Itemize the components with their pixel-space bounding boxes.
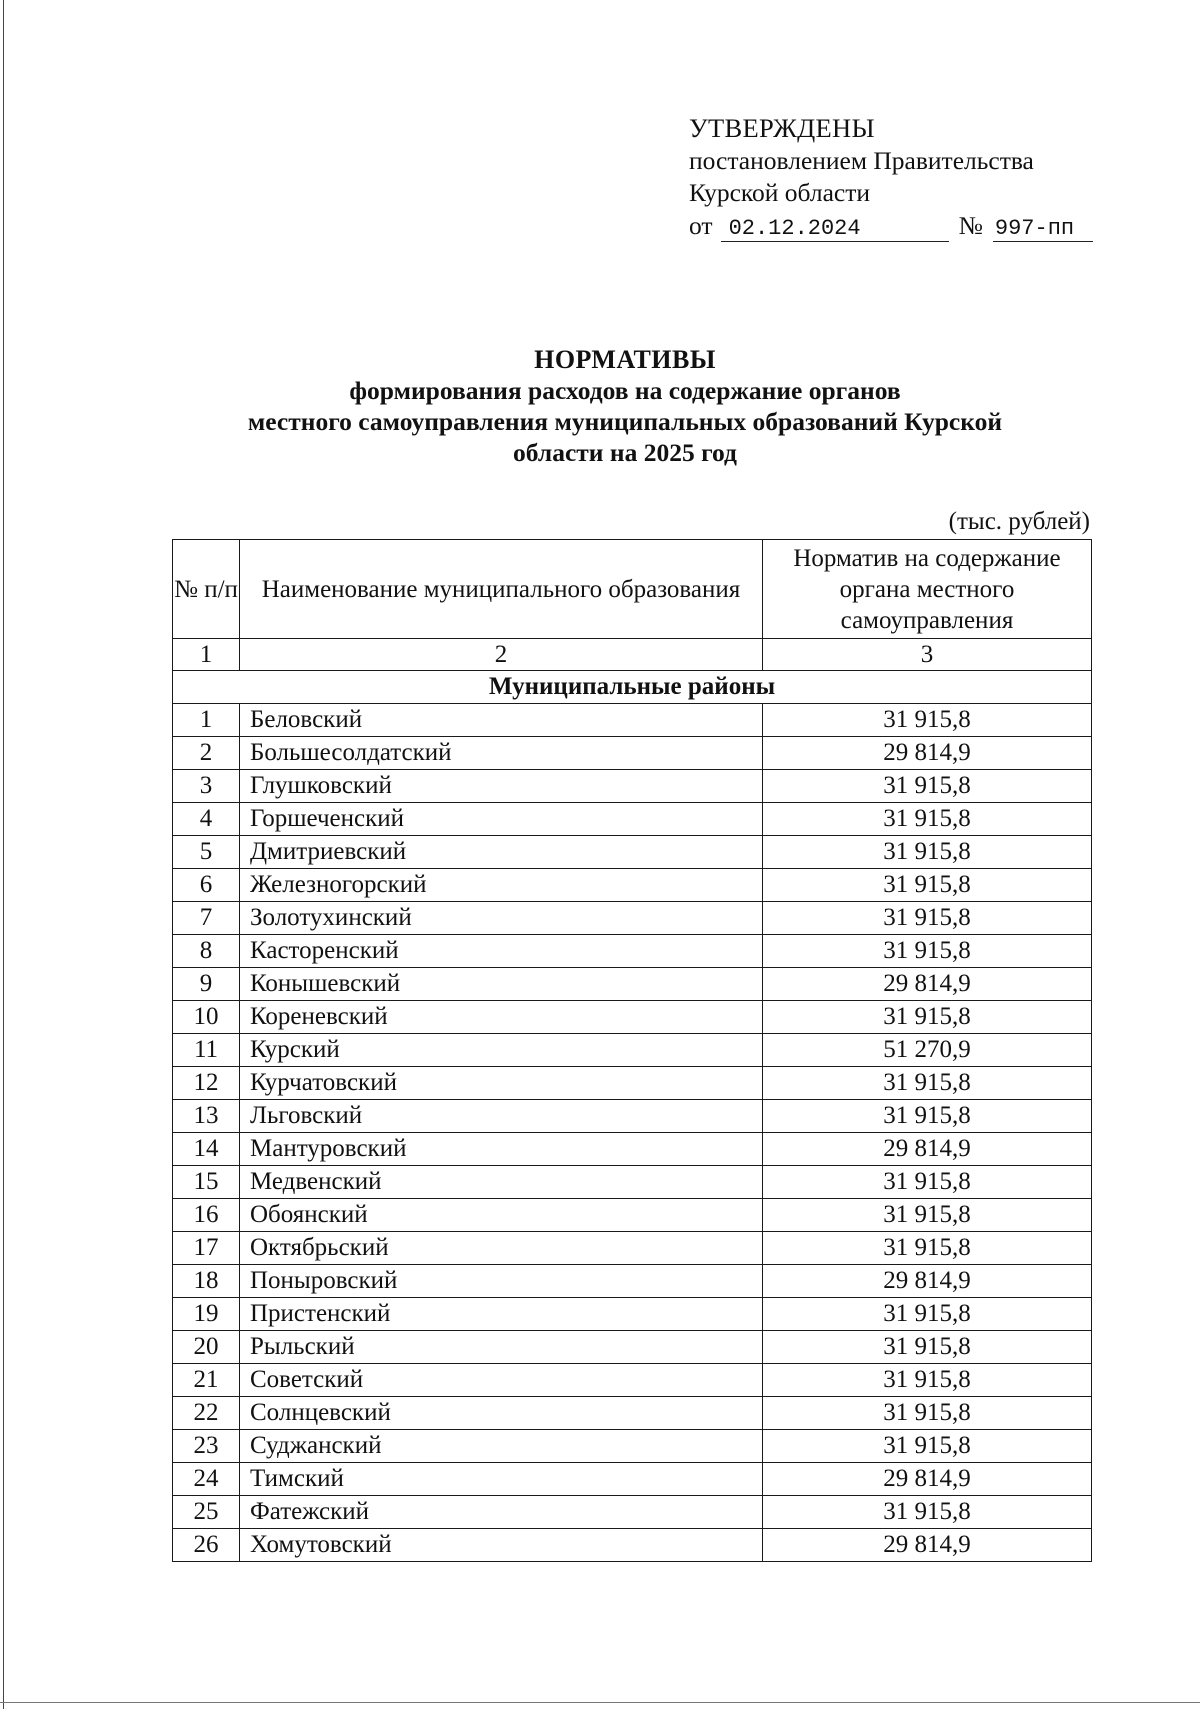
municipality-name: Обоянский xyxy=(240,1199,763,1232)
table-row xyxy=(173,1397,1092,1430)
row-number: 3 xyxy=(173,770,240,803)
municipality-name: Тимский xyxy=(240,1463,763,1496)
table-row xyxy=(173,902,1092,935)
title-line-3: области на 2025 год xyxy=(513,438,737,467)
municipality-name: Поныровский xyxy=(240,1265,763,1298)
row-number: 25 xyxy=(173,1496,240,1529)
header-value: Норматив на содержание органа местного самоуправления xyxy=(763,540,1092,639)
column-number: 3 xyxy=(763,639,1092,671)
table-row xyxy=(173,1298,1092,1331)
table-row xyxy=(173,704,1092,737)
row-number: 4 xyxy=(173,803,240,836)
table-row xyxy=(173,1001,1092,1034)
title-main: НОРМАТИВЫ xyxy=(534,345,716,374)
row-number: 5 xyxy=(173,836,240,869)
table-row xyxy=(173,869,1092,902)
table-row xyxy=(173,1067,1092,1100)
norm-value: 31 915,8 xyxy=(763,836,1092,869)
row-number: 18 xyxy=(173,1265,240,1298)
norm-value: 31 915,8 xyxy=(763,1232,1092,1265)
row-number: 7 xyxy=(173,902,240,935)
norm-value: 29 814,9 xyxy=(763,1529,1092,1562)
norm-value: 31 915,8 xyxy=(763,1430,1092,1463)
scan-edge-bottom xyxy=(0,1702,1200,1703)
row-number: 22 xyxy=(173,1397,240,1430)
municipality-name: Пристенский xyxy=(240,1298,763,1331)
norm-value: 31 915,8 xyxy=(763,869,1092,902)
norm-value: 29 814,9 xyxy=(763,737,1092,770)
row-number: 21 xyxy=(173,1364,240,1397)
table-row xyxy=(173,1430,1092,1463)
row-number: 10 xyxy=(173,1001,240,1034)
municipality-name: Глушковский xyxy=(240,770,763,803)
norm-value: 31 915,8 xyxy=(763,1166,1092,1199)
norm-value: 31 915,8 xyxy=(763,935,1092,968)
row-number: 14 xyxy=(173,1133,240,1166)
norm-value: 31 915,8 xyxy=(763,704,1092,737)
row-number: 8 xyxy=(173,935,240,968)
table-row xyxy=(173,935,1092,968)
municipality-name: Горшеченский xyxy=(240,803,763,836)
norm-value: 31 915,8 xyxy=(763,803,1092,836)
norm-value: 31 915,8 xyxy=(763,1496,1092,1529)
table-row xyxy=(173,1463,1092,1496)
row-number: 12 xyxy=(173,1067,240,1100)
norm-value: 31 915,8 xyxy=(763,1298,1092,1331)
municipality-name: Большесолдатский xyxy=(240,737,763,770)
norm-value: 31 915,8 xyxy=(763,1199,1092,1232)
column-number-row xyxy=(173,639,1092,671)
municipality-name: Медвенский xyxy=(240,1166,763,1199)
row-number: 15 xyxy=(173,1166,240,1199)
table-row xyxy=(173,1133,1092,1166)
date-prefix: от xyxy=(689,210,713,240)
row-number: 26 xyxy=(173,1529,240,1562)
municipality-name: Рыльский xyxy=(240,1331,763,1364)
row-number: 13 xyxy=(173,1100,240,1133)
table-row xyxy=(173,1265,1092,1298)
row-number: 11 xyxy=(173,1034,240,1067)
municipality-name: Беловский xyxy=(240,704,763,737)
table-row xyxy=(173,1232,1092,1265)
municipality-name: Курский xyxy=(240,1034,763,1067)
municipality-name: Солнцевский xyxy=(240,1397,763,1430)
norm-value: 31 915,8 xyxy=(763,1001,1092,1034)
norm-value: 51 270,9 xyxy=(763,1034,1092,1067)
approval-line-2: Курской области xyxy=(689,178,871,207)
table-row xyxy=(173,1034,1092,1067)
column-number: 1 xyxy=(173,639,240,671)
decree-date: 02.12.2024 xyxy=(721,217,949,242)
table-row xyxy=(173,770,1092,803)
norm-value: 29 814,9 xyxy=(763,968,1092,1001)
row-number: 19 xyxy=(173,1298,240,1331)
municipality-name: Железногорский xyxy=(240,869,763,902)
municipality-name: Дмитриевский xyxy=(240,836,763,869)
header-name: Наименование муниципального образования xyxy=(240,540,763,639)
row-number: 2 xyxy=(173,737,240,770)
table-row xyxy=(173,1199,1092,1232)
row-number: 16 xyxy=(173,1199,240,1232)
table-row xyxy=(173,1331,1092,1364)
units-note: (тыс. рублей) xyxy=(948,508,1090,535)
row-number: 20 xyxy=(173,1331,240,1364)
table-row xyxy=(173,1166,1092,1199)
norms-table xyxy=(172,539,1092,1562)
decree-number: 997-пп xyxy=(993,217,1093,242)
municipality-name: Конышевский xyxy=(240,968,763,1001)
norm-value: 31 915,8 xyxy=(763,1397,1092,1430)
norm-value: 31 915,8 xyxy=(763,1331,1092,1364)
row-number: 1 xyxy=(173,704,240,737)
municipality-name: Октябрьский xyxy=(240,1232,763,1265)
section-title: Муниципальные районы xyxy=(173,671,1092,704)
table-row xyxy=(173,737,1092,770)
title-line-1: формирования расходов на содержание органов xyxy=(349,376,901,405)
municipality-name: Советский xyxy=(240,1364,763,1397)
municipality-name: Суджанский xyxy=(240,1430,763,1463)
header-num: № п/п xyxy=(173,540,240,639)
table-row xyxy=(173,1364,1092,1397)
section-row xyxy=(173,671,1092,704)
number-prefix: № xyxy=(958,210,983,240)
municipality-name: Мантуровский xyxy=(240,1133,763,1166)
row-number: 17 xyxy=(173,1232,240,1265)
approval-heading: УТВЕРЖДЕНЫ xyxy=(689,113,875,143)
norm-value: 31 915,8 xyxy=(763,902,1092,935)
norm-value: 31 915,8 xyxy=(763,1364,1092,1397)
municipality-name: Кореневский xyxy=(240,1001,763,1034)
row-number: 9 xyxy=(173,968,240,1001)
table-row xyxy=(173,1496,1092,1529)
municipality-name: Касторенский xyxy=(240,935,763,968)
municipality-name: Курчатовский xyxy=(240,1067,763,1100)
approval-block xyxy=(689,112,1093,242)
column-number: 2 xyxy=(240,639,763,671)
row-number: 24 xyxy=(173,1463,240,1496)
table-row xyxy=(173,1529,1092,1562)
document-title xyxy=(160,344,1090,468)
row-number: 6 xyxy=(173,869,240,902)
municipality-name: Льговский xyxy=(240,1100,763,1133)
municipality-name: Хомутовский xyxy=(240,1529,763,1562)
norm-value: 29 814,9 xyxy=(763,1463,1092,1496)
table-row xyxy=(173,803,1092,836)
table-header-row xyxy=(173,540,1092,639)
norm-value: 31 915,8 xyxy=(763,1067,1092,1100)
table-row xyxy=(173,968,1092,1001)
scan-edge-left xyxy=(3,0,4,1709)
norm-value: 31 915,8 xyxy=(763,1100,1092,1133)
norm-value: 29 814,9 xyxy=(763,1133,1092,1166)
approval-line-1: постановлением Правительства xyxy=(689,145,1034,175)
norm-value: 29 814,9 xyxy=(763,1265,1092,1298)
municipality-name: Фатежский xyxy=(240,1496,763,1529)
norm-value: 31 915,8 xyxy=(763,770,1092,803)
table-row xyxy=(173,836,1092,869)
municipality-name: Золотухинский xyxy=(240,902,763,935)
row-number: 23 xyxy=(173,1430,240,1463)
title-line-2: местного самоуправления муниципальных образований Курской xyxy=(247,407,1003,436)
approval-date-line xyxy=(689,210,1093,243)
table-row xyxy=(173,1100,1092,1133)
